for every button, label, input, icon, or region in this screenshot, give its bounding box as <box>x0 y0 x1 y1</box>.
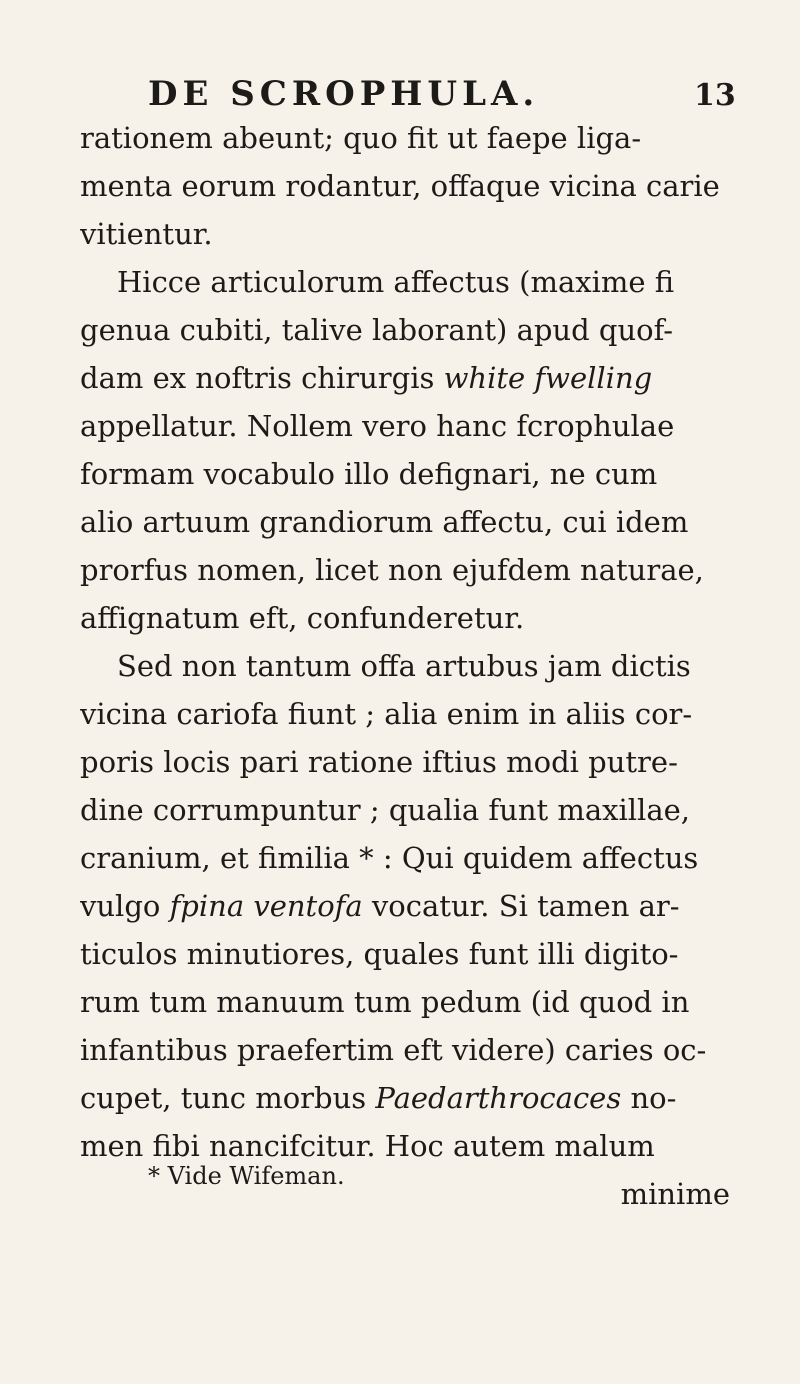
text-run: vitientur. <box>80 217 213 251</box>
text-line <box>80 978 740 1026</box>
text-line <box>80 210 740 258</box>
text-line <box>80 1074 740 1122</box>
text-run: vicina cariofa fiunt ; alia enim in aliis cor- <box>80 697 693 731</box>
body-text <box>80 114 740 1218</box>
text-line <box>80 450 740 498</box>
text-line <box>80 642 740 690</box>
text-run: rationem abeunt; quo fit ut faepe liga- <box>80 121 642 155</box>
text-line <box>80 498 740 546</box>
text-run: menta eorum rodantur, offaque vicina carie <box>80 169 720 203</box>
text-line <box>80 258 740 306</box>
text-line <box>80 882 740 930</box>
text-run: rum tum manuum tum pedum (id quod in <box>80 985 690 1019</box>
text-line <box>80 738 740 786</box>
text-line <box>80 1026 740 1074</box>
text-line <box>80 306 740 354</box>
text-run: poris locis pari ratione iftius modi putre- <box>80 745 678 779</box>
page-header <box>0 68 800 120</box>
text-line <box>80 402 740 450</box>
footnote: * Vide Wifeman. <box>148 1162 345 1190</box>
text-line <box>80 114 740 162</box>
text-line <box>80 546 740 594</box>
text-line <box>80 690 740 738</box>
text-run: Sed non tantum offa artubus jam dictis <box>117 649 691 683</box>
text-run: men fibi nancifcitur. Hoc autem malum <box>80 1129 655 1163</box>
text-run: affignatum eft, confunderetur. <box>80 601 525 635</box>
running-title: DE SCROPHULA. <box>148 74 540 114</box>
italic-phrase: white fwelling <box>443 361 653 395</box>
text-run: appellatur. Nollem vero hanc fcrophulae <box>80 409 675 443</box>
text-run: dine corrumpuntur ; qualia funt maxillae, <box>80 793 691 827</box>
italic-phrase: Paedarthrocaces <box>375 1081 622 1115</box>
text-run: prorfus nomen, licet non ejufdem naturae, <box>80 553 704 587</box>
text-run: infantibus praefertim eft videre) caries oc- <box>80 1033 707 1067</box>
text-run: dam ex noftris chirurgis <box>80 361 444 395</box>
text-line <box>80 594 740 642</box>
text-run: cranium, et fimilia * : Qui quidem affectus <box>80 841 699 875</box>
page-number: 13 <box>694 78 736 113</box>
text-run: vulgo <box>80 889 170 923</box>
text-line <box>80 354 740 402</box>
text-line <box>80 930 740 978</box>
text-run: ticulos minutiores, quales funt illi digito- <box>80 937 679 971</box>
text-line <box>80 834 740 882</box>
text-run: no- <box>621 1081 677 1115</box>
text-run: genua cubiti, talive laborant) apud quof- <box>80 313 674 347</box>
text-run: alio artuum grandiorum affectu, cui idem <box>80 505 689 539</box>
italic-phrase: fpina ventofa <box>169 889 363 923</box>
text-run: vocatur. Si tamen ar- <box>362 889 680 923</box>
text-run: cupet, tunc morbus <box>80 1081 376 1115</box>
text-run: formam vocabulo illo defignari, ne cum <box>80 457 658 491</box>
text-run: Hicce articulorum affectus (maxime fi <box>117 265 675 299</box>
text-line <box>80 162 740 210</box>
text-run: minime <box>620 1177 730 1211</box>
text-line <box>80 786 740 834</box>
